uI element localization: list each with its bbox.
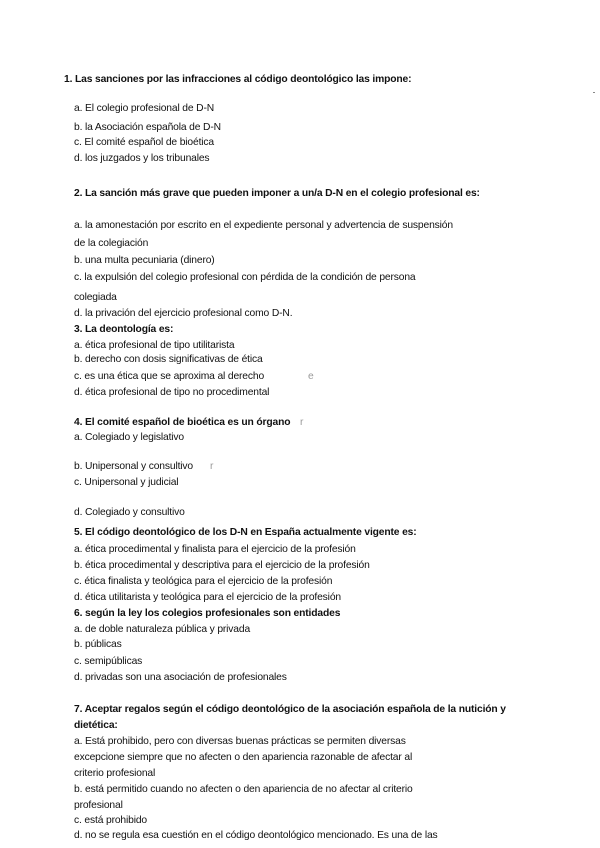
question-7-option-c: c. está prohibido bbox=[74, 815, 148, 826]
question-4-option-d: d. Colegiado y consultivo bbox=[74, 507, 185, 518]
question-4-title: 4. El comité español de bioética es un órgano bbox=[74, 417, 291, 428]
question-3-option-d: d. ética profesional de tipo no procedimental bbox=[74, 387, 270, 398]
question-2-option-c-cont: colegiada bbox=[74, 292, 117, 303]
question-7-title: 7. Aceptar regalos según el código deontológico de la asociación española de la nutición y bbox=[74, 704, 506, 715]
question-3-option-a: a. ética profesional de tipo utilitarista bbox=[74, 340, 235, 351]
question-6-option-d: d. privadas son una asociación de profesionales bbox=[74, 672, 287, 683]
question-1-title: 1. Las sanciones por las infracciones al código deontológico las impone: bbox=[64, 74, 412, 85]
question-7-option-b-cont: profesional bbox=[74, 800, 123, 811]
question-6-option-c: c. semipúblicas bbox=[74, 656, 143, 667]
question-2-option-b: b. una multa pecuniaria (dinero) bbox=[74, 255, 215, 266]
question-5-option-d: d. ética utilitarista y teológica para el ejercicio de la profesión bbox=[74, 592, 341, 603]
question-1-option-a: a. El colegio profesional de D-N bbox=[74, 103, 215, 114]
question-5-option-b: b. ética procedimental y descriptiva para el ejercicio de la profesión bbox=[74, 560, 370, 571]
stray-mark: r bbox=[300, 417, 304, 428]
question-7-option-a: a. Está prohibido, pero con diversas buenas prácticas se permiten diversas bbox=[74, 736, 406, 747]
question-3-option-b: b. derecho con dosis significativas de ética bbox=[74, 354, 263, 365]
question-4-option-b: b. Unipersonal y consultivo bbox=[74, 461, 194, 472]
question-6-option-a: a. de doble naturaleza pública y privada bbox=[74, 624, 251, 635]
question-7-option-b: b. está permitido cuando no afecten o den apariencia de no afectar al criterio bbox=[74, 784, 413, 795]
question-3-title: 3. La deontología es: bbox=[74, 324, 174, 335]
question-2-title: 2. La sanción más grave que pueden imponer a un/a D-N en el colegio profesional es: bbox=[74, 188, 480, 199]
question-6-option-b: b. públicas bbox=[74, 639, 122, 650]
question-2-option-a-cont: de la colegiación bbox=[74, 238, 149, 249]
question-5-title: 5. El código deontológico de los D-N en España actualmente vigente es: bbox=[74, 527, 417, 538]
question-7-option-d: d. no se regula esa cuestión en el código deontológico mencionado. Es una de las bbox=[74, 830, 438, 841]
question-4-option-a: a. Colegiado y legislativo bbox=[74, 432, 185, 443]
question-7-option-a-cont: excepcione siempre que no afecten o den apariencia razonable de afectar al bbox=[74, 752, 413, 763]
stray-mark: r bbox=[210, 461, 214, 472]
question-1-option-d: d. los juzgados y los tribunales bbox=[74, 153, 210, 164]
stray-mark: e bbox=[308, 371, 314, 382]
question-1-option-c: c. El comité español de bioética bbox=[74, 137, 215, 148]
question-4-option-c: c. Unipersonal y judicial bbox=[74, 477, 179, 488]
question-2-option-d: d. la privación del ejercicio profesional como D-N. bbox=[74, 308, 293, 319]
question-3-option-c: c. es una ética que se aproxima al derecho bbox=[74, 371, 265, 382]
question-2-option-c: c. la expulsión del colegio profesional con pérdida de la condición de persona bbox=[74, 272, 416, 283]
question-5-option-a: a. ética procedimental y finalista para el ejercicio de la profesión bbox=[74, 544, 356, 555]
question-5-option-c: c. ética finalista y teológica para el ejercicio de la profesión bbox=[74, 576, 333, 587]
stray-mark bbox=[593, 92, 595, 93]
question-6-title: 6. según la ley los colegios profesionales son entidades bbox=[74, 608, 341, 619]
question-7-title-cont: dietética: bbox=[74, 720, 118, 731]
question-1-option-b: b. la Asociación española de D-N bbox=[74, 122, 221, 133]
question-7-option-a-cont2: criterio profesional bbox=[74, 768, 156, 779]
question-2-option-a: a. la amonestación por escrito en el expediente personal y advertencia de suspensión bbox=[74, 220, 453, 231]
